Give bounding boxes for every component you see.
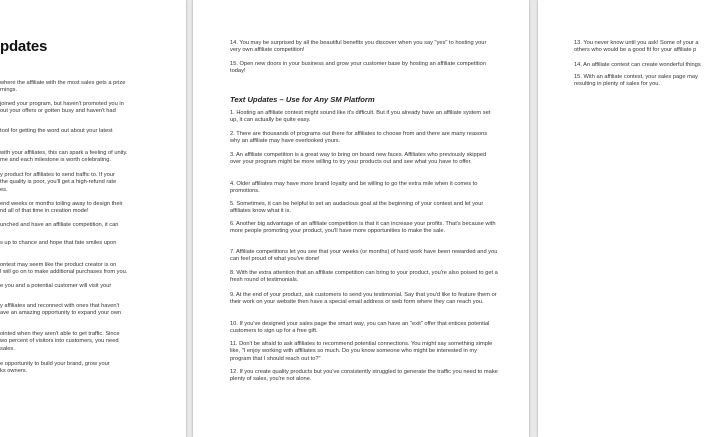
text-line: 15. With an affiliate contest, your sales page may: [574, 74, 698, 80]
paragraph: [0, 80, 150, 95]
text-line: nd all of that time in creation mode!: [0, 208, 89, 215]
paragraph: [0, 331, 150, 353]
paragraph: [0, 172, 150, 194]
list-item: [230, 181, 498, 196]
text-line: s up to chance and hope that fate smiles upon: [0, 240, 117, 246]
text-line: sales.: [0, 345, 15, 352]
text-line: y product for affiliates to send traffic to. If your: [0, 172, 115, 178]
list-item: [230, 61, 498, 76]
text-line: wo percent of visitors into customers, you need: [0, 338, 119, 345]
paragraph: [0, 201, 150, 216]
list-item-text: 6. Another big advantage of an affiliate competition is that it can increase your profits. That's because with more people promoting your product, you'll have more opportunities to make the sale.: [230, 221, 496, 235]
text-line: the quality is poor, you'll get a high-refund rate: [0, 179, 117, 186]
list-item-text: 8. With the extra attention that an affiliate competition can bring to your product, you're also poised to get a fresh round of testimonials.: [230, 270, 498, 284]
paragraph: [0, 303, 150, 318]
text-line: out your offers or gotten busy and haven't had: [0, 108, 116, 115]
list-item-text: 4. Older affiliates may have more brand loyalty and be willing to go the extra mile when it comes to promotions.: [230, 181, 478, 195]
text-line: l will go on to make additional purchases from you.: [0, 269, 128, 276]
list-item: [230, 110, 498, 125]
text-line: unched and have an affiliate competition, it can: [0, 222, 119, 228]
text-line: y affiliates and reconnect with ones that haven't: [0, 303, 120, 309]
list-item: [230, 131, 498, 146]
list-item-text: 10. If you've designed your sales page the smart way, you can have an "exit" offer that entices potential customers to sign up for a free gift.: [230, 321, 490, 335]
text-line: rnings.: [0, 87, 18, 94]
text-line: resulting in plenty of sales for you.: [574, 81, 660, 88]
section-heading: Text Updates – Use for Any SM Platform: [230, 95, 375, 104]
text-line: tool for getting the word out about your latest: [0, 128, 113, 134]
paragraph: [0, 128, 150, 135]
text-line: others who would be a good fit for your affiliate p: [574, 47, 697, 54]
paragraph: [0, 101, 150, 116]
document-page-middle: [193, 0, 529, 437]
paragraph: [0, 240, 150, 247]
list-item-text: 5. Sometimes, it can be helpful to set an audacious goal at the beginning of your contest and let your affiliates know what it is.: [230, 201, 484, 215]
document-page-left: [0, 0, 186, 437]
text-line: with your affiliates, this can spark a feeling of unity.: [0, 150, 128, 156]
paragraph: [0, 222, 150, 229]
paragraph: [0, 262, 150, 277]
list-item: [230, 369, 498, 384]
text-line: ks owners.: [0, 368, 28, 375]
list-item-text: 2. There are thousands of programs out there for affiliates to choose from and there are many reasons why an affiliate may have overlooked yours.: [230, 131, 488, 145]
text-line: me and each milestone is worth celebrating.: [0, 157, 111, 164]
paragraph: [0, 150, 150, 165]
text-line: e you and a potential customer will visit your: [0, 283, 112, 289]
list-item-text: 14. You may be surprised by all the beautiful benefits you discover when you say "yes" to hosting your very own affiliate competition!: [230, 40, 487, 54]
paragraph: [0, 361, 150, 376]
list-item-text: 12. If you create quality products but you've consistently struggled to generate the traffic you need to make plenty of sales, you're not alone.: [230, 369, 498, 383]
list-item-text: 7. Affiliate competitions let you see that your weeks (or months) of hard work have been rewarded and you can feel proud of what you've done!: [230, 249, 498, 263]
list-item: [574, 62, 720, 69]
text-line: e opportunity to build your brand, grow your: [0, 361, 110, 367]
list-item: [230, 201, 498, 216]
list-item-text: 1. Hosting an affiliate contest might sound like it's difficult. But if you already have an affiliate system set up, it can actually be quite easy.: [230, 110, 491, 124]
list-item: [230, 341, 498, 363]
paragraph: [0, 283, 150, 290]
list-item-text: 9. At the end of your product, ask customers to send you testimonial. Say that you'd like to feature them or their work on your website then have a special email address or web form where they can reach you.: [230, 292, 497, 306]
list-item: [230, 292, 498, 307]
list-item: [230, 249, 498, 264]
list-item: [574, 40, 720, 55]
text-line: joined your program, but haven't promoted you in: [0, 101, 124, 107]
text-line: ontest may seem like the product creator is on: [0, 262, 117, 268]
page-heading: pdates: [0, 38, 48, 55]
text-line: 14. An affiliate contest can create wonderful things: [574, 62, 701, 68]
document-page-right: [538, 0, 720, 437]
text-line: where the affiliate with the most sales gets a prize: [0, 80, 126, 86]
list-item-text: 15. Open new doors in your business and grow your customer base by hosting an affiliate competition today!: [230, 61, 486, 75]
text-line: es.: [0, 186, 8, 193]
list-item: [574, 74, 720, 89]
list-item-text: 3. An affiliate competition is a great way to bring on board new faces. Affiliates who previously skipped over your program might be more willing to try your products out and see what you have to offer.: [230, 152, 487, 166]
list-item-text: 11. Don't be afraid to ask affiliates to recommend potential connections. You might say something simple like, "I enjoy working with affiliates so much. Do you know someone who might be interested in my program that I should reach out to?": [230, 341, 493, 362]
list-item: [230, 221, 498, 236]
text-line: 13. You never know until you ask! Some of your a: [574, 40, 699, 46]
text-line: ointed when they aren't able to get traffic. Since: [0, 331, 120, 337]
list-item: [230, 321, 498, 336]
list-item: [230, 270, 498, 285]
list-item: [230, 152, 498, 167]
list-item: [230, 40, 498, 55]
text-line: end weeks or months toiling away to design their: [0, 201, 123, 207]
text-line: ave an amazing opportunity to expand your own: [0, 310, 122, 317]
